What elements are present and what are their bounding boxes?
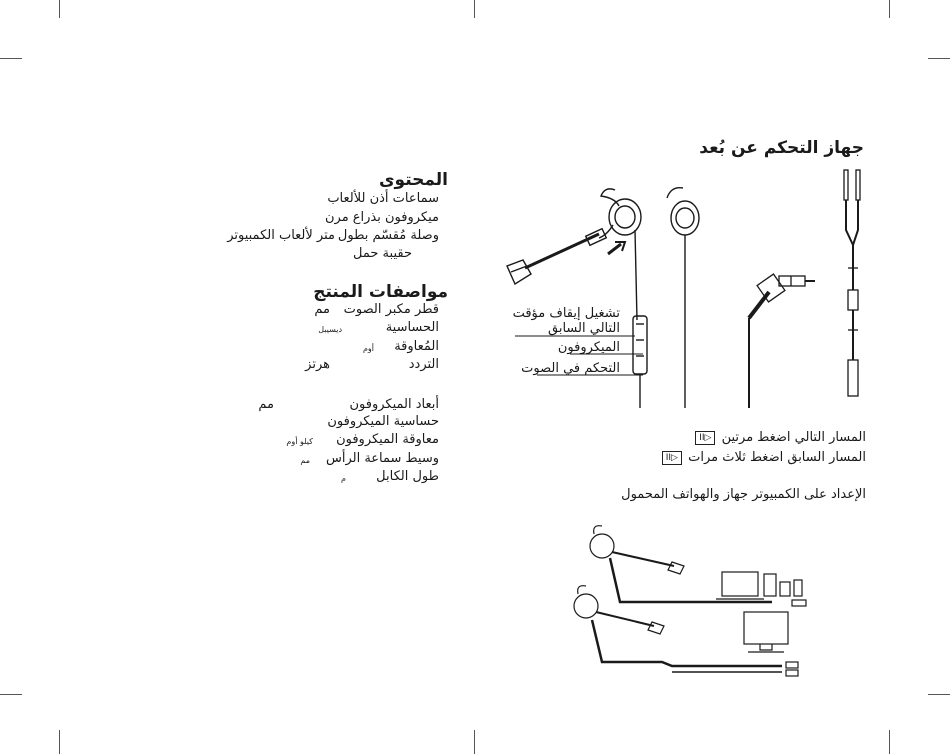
contents-item: حقيبة حمل <box>353 246 412 261</box>
crop-mark <box>0 58 22 59</box>
mic-spec-unit: مم <box>300 456 310 465</box>
mic-spec-unit: مم <box>258 397 274 412</box>
contents-item: سماعات أذن للألعاب <box>327 191 439 206</box>
contents-item: ميكروفون بذراع مرن <box>324 210 439 225</box>
crop-mark <box>928 694 950 695</box>
callout-next-prev: التالي السابق <box>548 321 620 336</box>
crop-mark <box>889 730 890 754</box>
specs-heading: مواصفات المنتج <box>313 282 448 302</box>
mic-spec-unit: م <box>341 474 346 483</box>
mic-spec-label: وسيط سماعة الرأس <box>325 451 439 466</box>
setup-illustration <box>562 522 812 682</box>
spec-label: المُعاوقة <box>394 339 439 354</box>
crop-mark <box>59 0 60 18</box>
mic-spec-label: معاوقة الميكروفون <box>336 432 439 447</box>
contents-heading: المحتوى <box>378 170 448 190</box>
mic-spec-label: أبعاد الميكروفون <box>349 397 439 412</box>
contents-cable-note: متر لألعاب الكمبيوتر <box>227 228 335 243</box>
callout-mic: الميكروفون <box>557 340 620 355</box>
spec-label: قطر مكبر الصوت <box>343 302 439 317</box>
play-pause-key-icon: ▷II <box>662 451 682 465</box>
callout-play-pause: تشغيل إيقاف مؤقت <box>512 306 620 321</box>
spec-unit: مم <box>314 302 330 317</box>
callout-leader-lines <box>515 330 645 380</box>
spec-unit: أوم <box>362 344 374 353</box>
spec-unit: هرتز <box>305 357 330 372</box>
callout-volume: التحكم في الصوت <box>521 361 620 376</box>
mic-spec-label: طول الكابل <box>376 469 439 484</box>
splitter-cable-illustration <box>838 170 868 410</box>
crop-mark <box>889 0 890 18</box>
spec-label: التردد <box>408 357 439 372</box>
crop-mark <box>928 58 950 59</box>
crop-mark <box>59 730 60 754</box>
instruction-next-track <box>693 430 866 445</box>
instruction-previous-track <box>660 450 866 465</box>
crop-mark <box>474 0 475 18</box>
instruction-text: المسار السابق اضغط ثلاث مرات <box>688 450 866 465</box>
instruction-text: المسار التالي اضغط مرتين <box>721 430 866 445</box>
contents-item: وصلة مُقسّم بطول <box>337 228 439 243</box>
setup-line: الإعداد على الكمبيوتر جهاز والهواتف المحمول <box>621 487 866 502</box>
plug-illustration <box>735 268 825 413</box>
spec-label: الحساسية <box>385 320 439 335</box>
spec-unit: ديسيبل <box>318 325 342 334</box>
play-pause-key-icon: ▷II <box>695 431 715 445</box>
mic-spec-unit: كيلو أوم <box>286 437 313 446</box>
mic-spec-label: حساسية الميكروفون <box>327 414 439 429</box>
crop-mark <box>0 694 22 695</box>
crop-mark <box>474 730 475 754</box>
remote-control-heading: جهاز التحكم عن بُعد <box>699 138 864 158</box>
